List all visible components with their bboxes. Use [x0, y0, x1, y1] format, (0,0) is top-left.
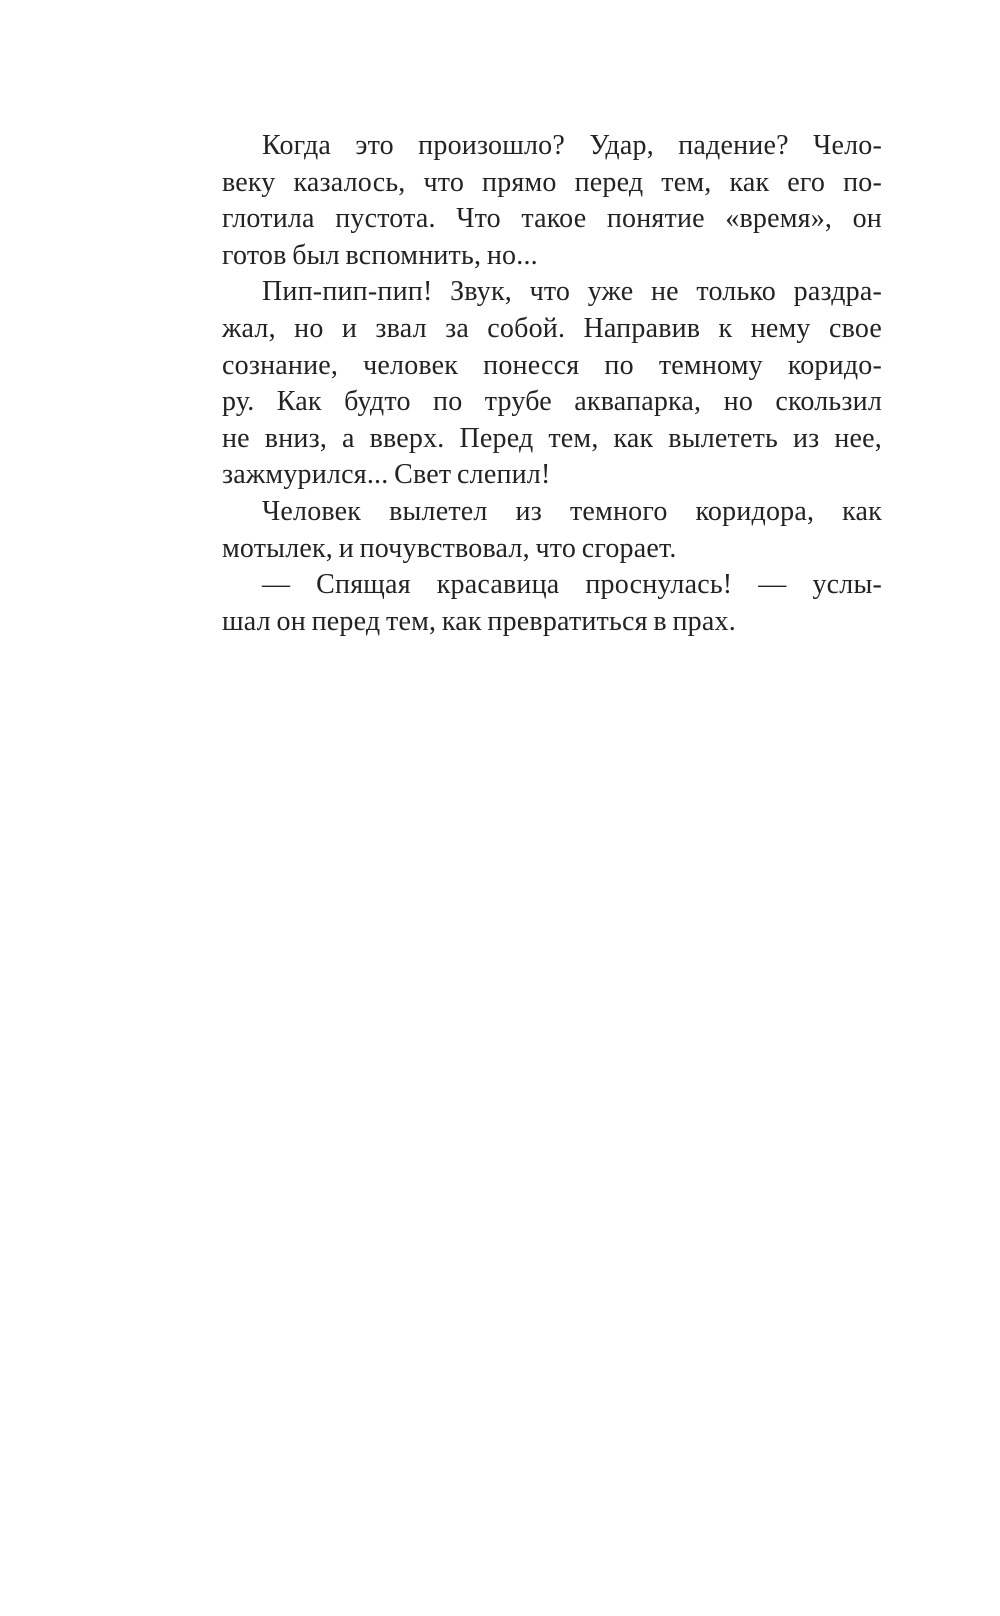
text-line: готов был вспомнить, но...	[222, 239, 538, 271]
text-line: Пип-пип-пип! Звук, что уже не только раздра-	[262, 276, 882, 308]
text-line: веку казалось, что прямо перед тем, как его по-	[222, 166, 882, 198]
text-line: ру. Как будто по трубе аквапарка, но скользил	[222, 386, 882, 418]
text-line: Когда это произошло? Удар, падение? Чело-	[262, 130, 882, 161]
text-line: сознание, человек понесся по темному коридо-	[222, 349, 882, 381]
text-line: глотила пустота. Что такое понятие «время», он	[222, 203, 882, 235]
text-line: жал, но и звал за собой. Направив к нему свое	[222, 312, 882, 344]
text-line: — Спящая красавица проснулась! — услы-	[262, 569, 882, 601]
text-line: зажмурился... Свет слепил!	[222, 459, 551, 491]
text-line: Человек вылетел из темного коридора, как	[262, 495, 882, 527]
text-line: мотылек, и почувствовал, что сгорает.	[222, 532, 677, 564]
page-text	[222, 128, 882, 640]
text-line: не вниз, а вверх. Перед тем, как вылететь из нее,	[222, 422, 882, 454]
text-line: шал он перед тем, как превратиться в прах.	[222, 605, 736, 637]
